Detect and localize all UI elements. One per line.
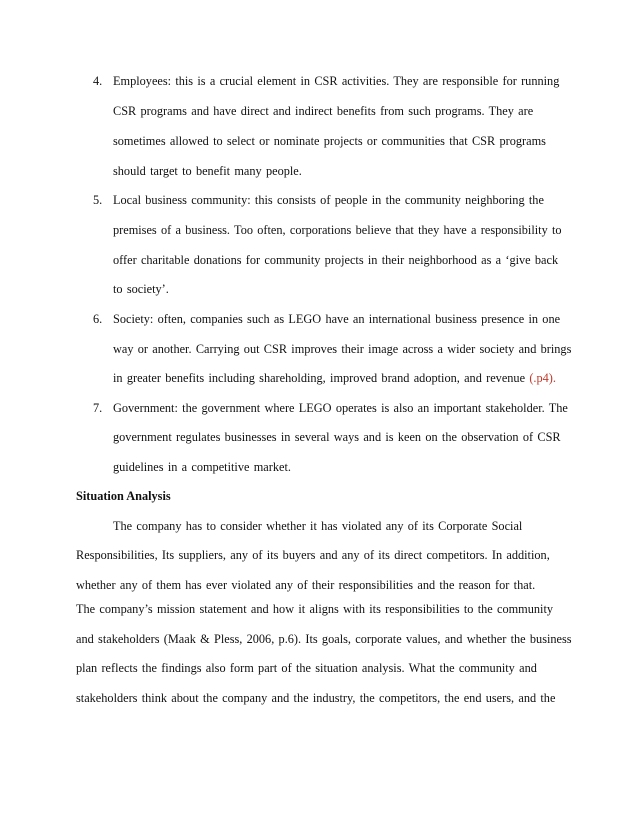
paragraph-line: stakeholders think about the company and the industry, the competitors, the end users, and the xyxy=(76,691,556,705)
list-number: 6. xyxy=(93,312,103,326)
list-item-text: government regulates businesses in several ways and is keen on the observation of CSR xyxy=(113,430,561,444)
list-item-text: Society: often, companies such as LEGO have an international business presence in one xyxy=(113,312,561,326)
list-item-text xyxy=(113,371,556,386)
paragraph-line: The company has to consider whether it has violated any of its Corporate Social xyxy=(113,519,523,533)
list-item-text: to society’. xyxy=(113,282,169,296)
paragraph-line: whether any of them has ever violated any of their responsibilities and the reason for that. xyxy=(76,578,536,592)
list-item-text: Government: the government where LEGO operates is also an important stakeholder. The xyxy=(113,401,568,415)
list-item-text: Local business community: this consists of people in the community neighboring the xyxy=(113,193,544,207)
list-item-text-segment: in greater benefits including shareholding, improved brand adoption, and revenue xyxy=(113,371,530,385)
list-item-text: sometimes allowed to select or nominate projects or communities that CSR programs xyxy=(113,134,546,148)
list-item-text: offer charitable donations for community projects in their neighborhood as a ‘give back xyxy=(113,253,559,267)
list-number: 7. xyxy=(93,401,103,415)
list-item-text: way or another. Carrying out CSR improves their image across a wider society and brings xyxy=(113,342,572,356)
list-item-text: Employees: this is a crucial element in CSR activities. They are responsible for running xyxy=(113,74,560,88)
list-item-text: CSR programs and have direct and indirect benefits from such programs. They are xyxy=(113,104,534,118)
paragraph-line: The company’s mission statement and how it aligns with its responsibilities to the community xyxy=(76,602,554,616)
paragraph-line: plan reflects the findings also form part of the situation analysis. What the community and xyxy=(76,661,537,675)
citation-link[interactable]: (.p4). xyxy=(529,371,556,385)
paragraph-line: and stakeholders (Maak & Pless, 2006, p.6). Its goals, corporate values, and whether the business xyxy=(76,632,572,646)
list-number: 4. xyxy=(93,74,103,88)
list-item-text: guidelines in a competitive market. xyxy=(113,460,291,474)
paragraph-line: Responsibilities, Its suppliers, any of its buyers and any of its direct competitors. In addition, xyxy=(76,548,550,562)
list-item-text: premises of a business. Too often, corporations believe that they have a responsibility to xyxy=(113,223,562,237)
list-item-text: should target to benefit many people. xyxy=(113,164,302,178)
section-heading: Situation Analysis xyxy=(76,489,171,503)
list-number: 5. xyxy=(93,193,103,207)
